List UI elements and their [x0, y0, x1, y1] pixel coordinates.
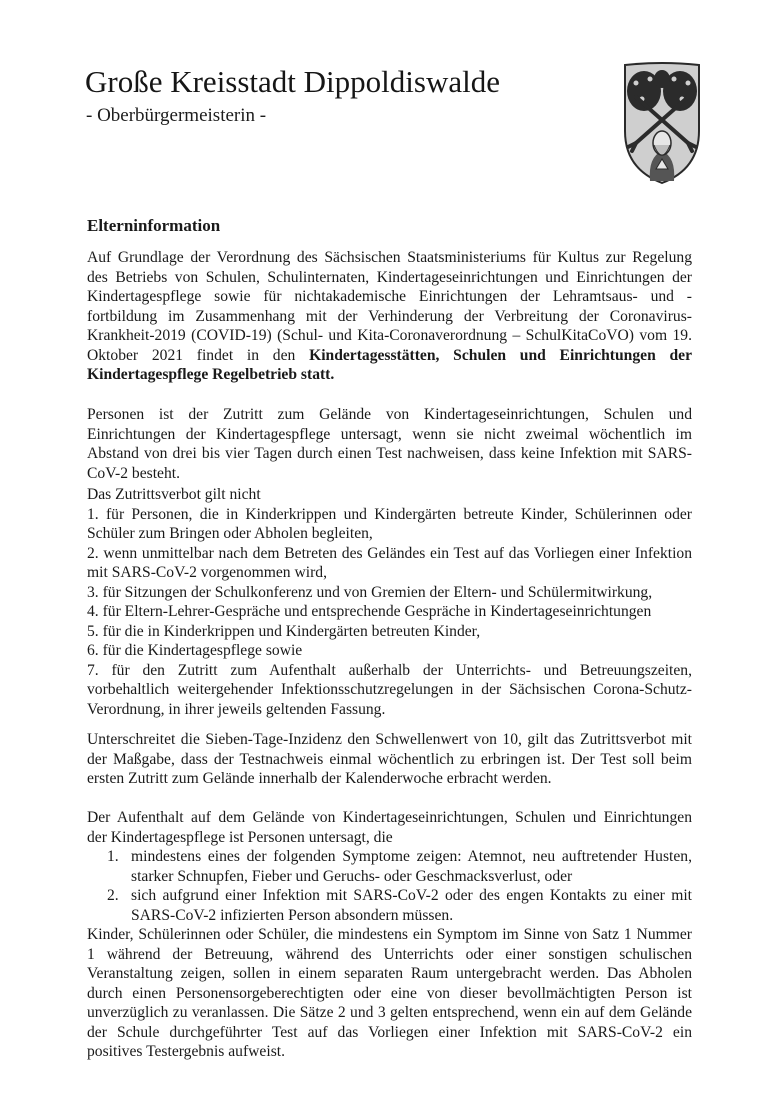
paragraph-access-ban [87, 405, 692, 483]
text-line: ersten Zutritt zum Gelände innerhalb der Kalenderwoche erbracht werden. [87, 770, 552, 787]
paragraph-exceptions [87, 485, 692, 719]
text-line: Unterschreitet die Sieben-Tage-Inzidenz den Schwellenwert von 10, gilt das Zutrittsverbot mit [87, 731, 692, 748]
list-number: 2. [107, 887, 119, 904]
text-line: der Kindertagespflege ist Personen untersagt, die [87, 828, 393, 846]
section-heading: Elterninformation [87, 216, 221, 235]
text-line: fortbildung im Zusammenhang mit der Verhinderung der Verbreitung der Coronavirus- [87, 307, 692, 325]
text-line: Der Aufenthalt auf dem Gelände von Kindertageseinrichtungen, Schulen und Einrichtungen [87, 809, 692, 826]
text-line: positives Testergebnis aufweist. [87, 1043, 285, 1060]
exceptions-intro: Das Zutrittsverbot gilt nicht [87, 486, 261, 503]
list-line: 3. für Sitzungen der Schulkonferenz und von Gremien der Eltern- und Schülermitwirkung, [87, 583, 653, 601]
symptom-list-item [87, 847, 692, 886]
list-number: 1. [107, 848, 119, 865]
list-line: sich aufgrund einer Infektion mit SARS-CoV-2 oder des engen Kontakts zu einer mit [131, 887, 692, 904]
document-title: Große Kreisstadt Dippoldiswalde [85, 64, 500, 99]
text-line: Krankheit-2019 (COVID-19) (Schul- und Kita-Coronaverordnung – SchulKitaCoVO) vom 19. [87, 327, 692, 344]
text-bold: Kindertagesstätten, Schulen und Einrichtungen der [309, 346, 692, 364]
text-line: durch einen Personensorgeberechtigten oder eine von dieser bevollmächtigten Person ist [87, 984, 692, 1002]
list-line: 1. für Personen, die in Kinderkrippen und Kindergärten betreute Kinder, Schülerinnen oder [87, 505, 692, 523]
text-line: CoV-2 besteht. [87, 464, 180, 482]
document-subtitle: - Oberbürgermeisterin - [86, 105, 267, 126]
text-line-bold [87, 365, 692, 385]
list-line: 7. für den Zutritt zum Aufenthalt außerhalb der Unterrichts- und Betreuungszeiten, [87, 661, 692, 679]
text-line-mixed [87, 346, 692, 366]
symptom-list-item [87, 886, 692, 925]
text-line: Veranstaltung zeigen, sollen in einem separaten Raum untergebracht werden. Das Abholen [87, 965, 692, 982]
list-line: mit SARS-CoV-2 vorgenommen wird, [87, 564, 327, 581]
text-line: Auf Grundlage der Verordnung des Sächsischen Staatsministeriums für Kultus zur Regelung [87, 249, 692, 266]
text-line: der Schule durchgeführter Test auf das Vorliegen einer Infektion mit SARS-CoV-2 ein [87, 1023, 692, 1041]
text-line: der Maßgabe, dass der Testnachweis einmal wöchentlich zu erbringen ist. Der Test soll beim [87, 750, 692, 768]
list-line: vorbehaltlich weitergehender Infektionsschutzregelungen in der Sächsischen Corona-Schutz- [87, 681, 692, 698]
text-line: unverzüglich zu veranlassen. Die Sätze 2 und 3 gelten entsprechend, wenn ein auf dem Gelände [87, 1004, 692, 1021]
list-line: mindestens eines der folgenden Symptome zeigen: Atemnot, neu auftretender Husten, [131, 848, 692, 865]
list-line: 6. für die Kindertagespflege sowie [87, 642, 303, 659]
list-line: SARS-CoV-2 infizierten Person absondern müssen. [131, 906, 454, 924]
text-line: 1 während der Betreuung, während des Unterrichts oder einer sonstigen schulischen [87, 945, 692, 963]
text-line: des Betriebs von Schulen, Schulinternaten, Kindertageseinrichtungen und Einrichtungen der [87, 268, 692, 286]
list-line: 5. für die in Kinderkrippen und Kindergärten betreuten Kinder, [87, 622, 481, 640]
text-line: Kindertagespflege sowie für nichtakademische Einrichtungen der Lehramtsaus- und - [87, 288, 692, 305]
text-line: Personen ist der Zutritt zum Gelände von Kindertageseinrichtungen, Schulen und [87, 406, 692, 423]
text-line: Einrichtungen der Kindertagespflege untersagt, wenn sie nicht zweimal wöchentlich im [87, 425, 692, 443]
paragraph-legal-basis [87, 248, 692, 385]
text-line: Abstand von drei bis vier Tagen durch einen Test nachweisen, dass keine Infektion mit SARS- [87, 445, 692, 462]
coat-of-arms-icon [622, 61, 702, 185]
list-line: Verordnung, in ihrer jeweils geltenden Fassung. [87, 700, 386, 718]
list-line: starker Schnupfen, Fieber und Geruchs- oder Geschmacksverlust, oder [131, 867, 573, 885]
list-line: 2. wenn unmittelbar nach dem Betreten des Geländes ein Test auf das Vorliegen einer Infektion [87, 544, 692, 562]
paragraph-incidence [87, 730, 692, 789]
text-normal: Oktober 2021 findet in den [87, 346, 310, 364]
paragraph-symptoms [87, 808, 692, 1062]
list-line: Schüler zum Bringen oder Abholen begleiten, [87, 525, 373, 542]
list-line: 4. für Eltern-Lehrer-Gespräche und entsprechende Gespräche in Kindertageseinrichtungen [87, 603, 652, 620]
text-bold: Kindertagespflege Regelbetrieb statt. [87, 366, 335, 383]
text-line: Kinder, Schülerinnen oder Schüler, die mindestens ein Symptom im Sinne von Satz 1 Nummer [87, 926, 692, 943]
